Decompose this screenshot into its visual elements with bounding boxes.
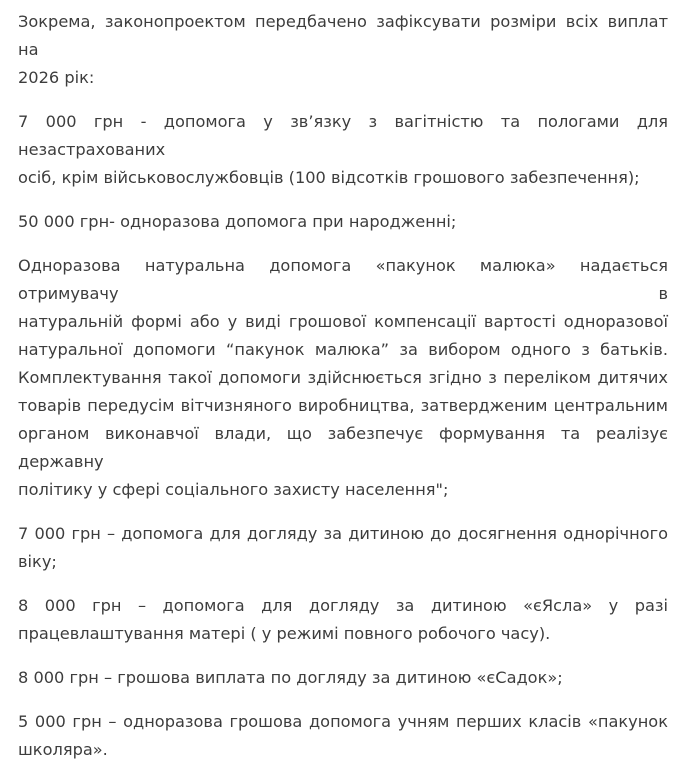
text-line: працевлаштування матері ( у режимі повного робочого часу). bbox=[18, 624, 551, 643]
paragraph-baby-package bbox=[18, 252, 668, 504]
paragraph-school-package bbox=[18, 708, 668, 764]
text-line: осіб, крім військовослужбовців (100 відсотків грошового забезпечення); bbox=[18, 168, 640, 187]
paragraph-childcare-aid bbox=[18, 520, 668, 576]
text-line: 8 000 грн – допомога для догляду за дитиною «єЯсла» у разі bbox=[18, 596, 668, 615]
text-line: Комплектування такої допомоги здійснюється згідно з переліком дитячих bbox=[18, 368, 668, 387]
paragraph-birth-aid bbox=[18, 208, 668, 236]
text-line: товарів передусім вітчизняного виробництва, затвердженим центральним bbox=[18, 396, 668, 415]
text-line: Зокрема, законопроектом передбачено зафіксувати розміри всіх виплат на bbox=[18, 12, 668, 59]
article-text bbox=[18, 8, 668, 764]
paragraph-maternity-aid bbox=[18, 108, 668, 192]
text-line: натуральної допомоги “пакунок малюка” за вибором одного з батьків. bbox=[18, 340, 668, 359]
paragraph-yesadok bbox=[18, 664, 668, 692]
text-line: натуральній формі або у виді грошової компенсації вартості одноразової bbox=[18, 312, 668, 331]
text-line: Одноразова натуральна допомога «пакунок малюка» надається отримувачу в bbox=[18, 256, 668, 303]
text-line: 5 000 грн – одноразова грошова допомога учням перших класів «пакунок bbox=[18, 712, 668, 731]
text-line: 2026 рік: bbox=[18, 68, 95, 87]
text-line: 7 000 грн - допомога у зв’язку з вагітністю та пологами для незастрахованих bbox=[18, 112, 668, 159]
text-line: школяра». bbox=[18, 740, 108, 759]
text-line: 50 000 грн- одноразова допомога при народженні; bbox=[18, 212, 457, 231]
text-line: 8 000 грн – грошова виплата по догляду за дитиною «єСадок»; bbox=[18, 668, 563, 687]
text-line: 7 000 грн – допомога для догляду за дитиною до досягнення однорічного bbox=[18, 524, 668, 543]
text-line: органом виконавчої влади, що забезпечує формування та реалізує державну bbox=[18, 424, 668, 471]
text-line: політику у сфері соціального захисту населення"; bbox=[18, 480, 449, 499]
paragraph-yeyasla bbox=[18, 592, 668, 648]
paragraph-intro bbox=[18, 8, 668, 92]
text-line: віку; bbox=[18, 552, 57, 571]
